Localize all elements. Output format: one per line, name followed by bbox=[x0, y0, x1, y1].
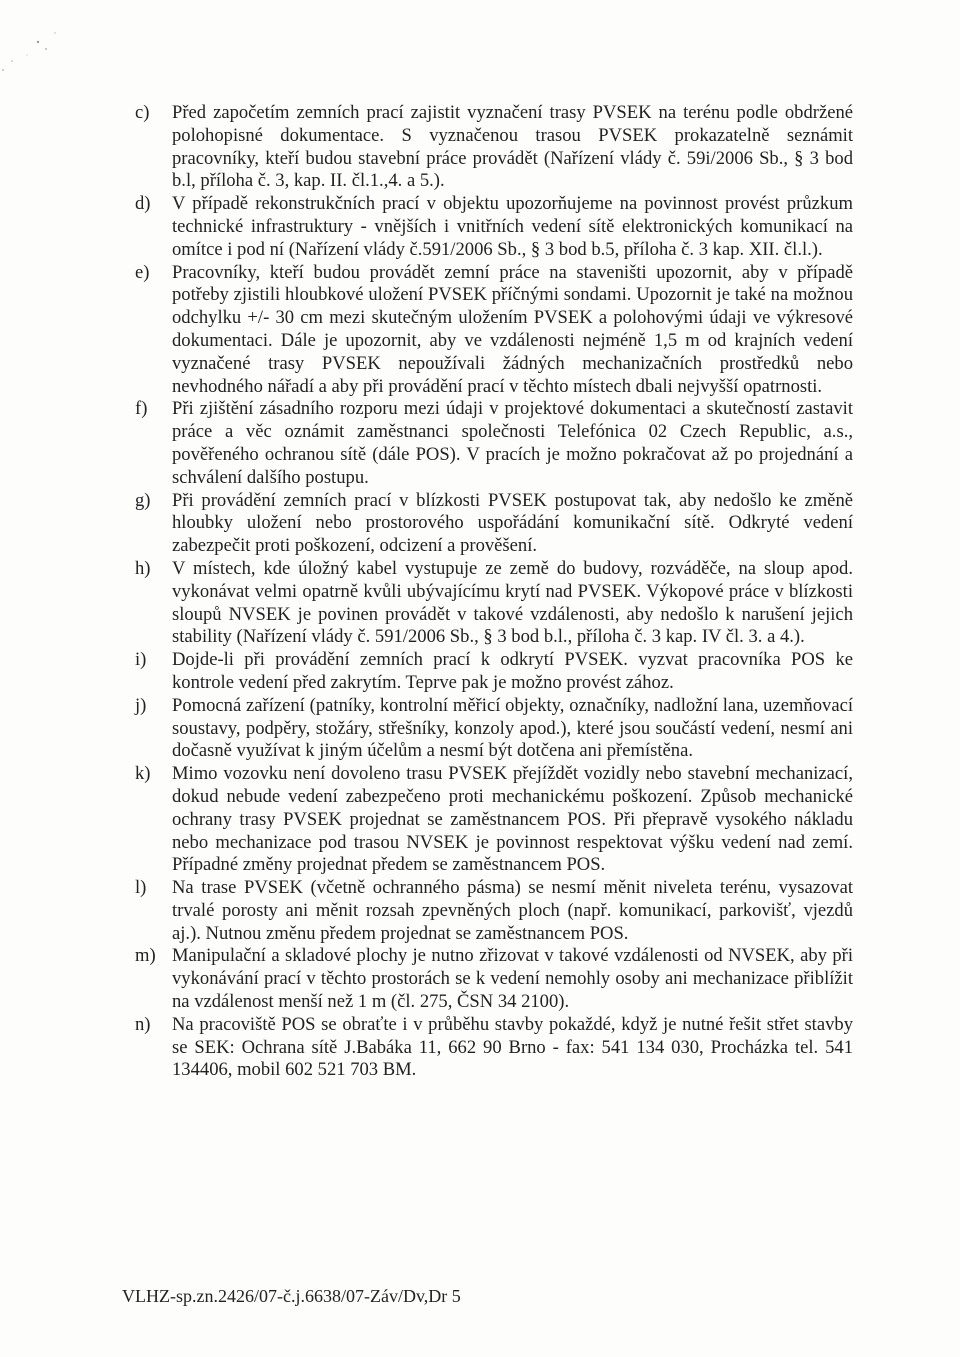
list-item-d bbox=[135, 193, 853, 261]
item-text: Pracovníky, kteří budou provádět zemní práce na staveništi upozornit, aby v případě potřeby zjistili hloubkové uložení PVSEK příčnými sondami. Upozornit je také na možnou odchylku +/- 30 cm mezi skutečným uložením PVSEK a polohovými údaji ve výkresové dokumentaci. Dále je upozornit, aby ve vzdálenosti nejméně 1,5 m od krajních vedení vyznačené trasy PVSEK nepoužívali žádných mechanizačních prostředků nebo nevhodného nářadí a aby při provádění prací v těchto místech dbali nejvyšší opatrnosti. bbox=[172, 261, 853, 397]
list-item-m bbox=[135, 945, 853, 1013]
list-item-f bbox=[135, 398, 853, 489]
item-text: Při zjištění zásadního rozporu mezi údaji v projektové dokumentaci a skutečností zastavit práce a věc oznámit zaměstnanci společnosti Telefónica 02 Czech Republic, a.s., pověřeného ochranou sítě (dále POS). V pracích je možno pokračovat až po projednání a schválení dalšího postupu. bbox=[172, 398, 853, 488]
list-item-h bbox=[135, 558, 853, 649]
item-marker: c) bbox=[135, 102, 150, 123]
item-marker: d) bbox=[135, 193, 151, 215]
document-reference: VLHZ-sp.zn.2426/07-č.j.6638/07-Záv/Dv,Dr bbox=[122, 1286, 448, 1306]
list-item-j bbox=[135, 695, 853, 763]
list-item-k bbox=[135, 763, 853, 877]
item-marker: j) bbox=[135, 694, 147, 716]
page-number: 5 bbox=[451, 1286, 461, 1306]
list-item-l bbox=[135, 877, 853, 945]
item-marker: f) bbox=[135, 398, 148, 420]
item-text: Mimo vozovku není dovoleno trasu PVSEK přejíždět vozidly nebo stavební mechanizací, dokud nebude vedení zabezpečeno proti mechanickému poškození. Způsob mechanické ochrany trasy PVSEK projednat se zaměstnancem POS. Při přepravě vysokého nákladu nebo mechanizace pod trasou NVSEK je povinnost respektovat výšku vedení nad zemí. Případné změny projednat předem se zaměstnancem POS. bbox=[172, 763, 853, 876]
item-marker: h) bbox=[135, 557, 151, 579]
item-marker: k) bbox=[135, 763, 151, 785]
item-text: Na trase PVSEK (včetně ochranného pásma) se nesmí měnit niveleta terénu, vysazovat trvalé porosty ani měnit rozsah zpevněných ploch (např. komunikací, parkovišť, vjezdů aj.). Nutnou změnu předem projednat se zaměstnancem POS. bbox=[172, 877, 853, 944]
item-marker: g) bbox=[135, 489, 151, 511]
item-text: Před započetím zemních prací zajistit vyznačení trasy PVSEK na terénu podle obdržené polohopisné dokumentace. S vyznačenou trasou PVSEK prokazatelně seznámit pracovníky, kteří budou stavební práce provádět (Nařízení vlády č. 59i/2006 Sb., § 3 bod b.l, příloha č. 3, kap. II. čl.1.,4. a 5.). bbox=[172, 102, 853, 192]
list-item-g bbox=[135, 490, 853, 558]
item-text: Při provádění zemních prací v blízkosti PVSEK postupovat tak, aby nedošlo ke změně hloubky uložení nebo prostorového uspořádání komunikační sítě. Odkryté vedení zabezpečit proti poškození, odcizení a prověšení. bbox=[172, 489, 853, 557]
list-item-c bbox=[135, 102, 853, 193]
item-text: V případě rekonstrukčních prací v objektu upozorňujeme na povinnost provést průzkum technické infrastruktury - vnějších i vnitřních vedení sítě elektronických komunikací na omítce i pod ní (Nařízení vlády č.591/2006 Sb., § 3 bod b.5, příloha č. 3 kap. XII. čl.l.). bbox=[172, 193, 853, 260]
item-marker: n) bbox=[135, 1013, 151, 1035]
item-marker: m) bbox=[135, 945, 156, 967]
item-text: Pomocná zařízení (patníky, kontrolní měřicí objekty, označníky, nadložní lana, uzemňovací soustavy, podpěry, stožáry, střešníky, konzoly apod.), které jsou součástí vedení, nesmí ani dočasně využívat k jiným účelům a nesmí být dotčena ani přemístěna. bbox=[172, 694, 853, 762]
conditions-list bbox=[135, 102, 853, 1082]
item-marker: i) bbox=[135, 649, 147, 671]
item-text: V místech, kde úložný kabel vystupuje ze země do budovy, rozváděče, na sloup apod. vykonávat velmi opatrně kvůli ubývajícímu krytí nad PVSEK. Výkopové práce v blízkosti sloupů NVSEK je povinen provádět v takové vzdálenosti, aby nedošlo k narušení jejich stability (Nařízení vlády č. 591/2006 Sb., § 3 bod b.l., příloha č. 3 kap. IV čl. 3. a 4.). bbox=[172, 557, 853, 648]
page-footer bbox=[122, 1286, 461, 1307]
item-text: Manipulační a skladové plochy je nutno zřizovat v takové vzdálenosti od NVSEK, aby při vykonávání prací v těchto prostorách se k vedení nemohly osoby ani mechanizace přiblížit na vzdálenost menší než 1 m (čl. 275, ČSN 34 2100). bbox=[172, 945, 853, 1013]
item-marker: e) bbox=[135, 261, 150, 283]
item-marker: l) bbox=[135, 877, 147, 899]
list-item-i bbox=[135, 649, 853, 695]
item-text: Na pracoviště POS se obraťte i v průběhu stavby pokaždé, když je nutné řešit střet stavby se SEK: Ochrana sítě J.Babáka 11, 662 90 Brno - fax: 541 134 030, Procházka tel. 541 134406, mobil 602 521 703 BM. bbox=[172, 1013, 853, 1081]
list-item-n bbox=[135, 1014, 853, 1082]
item-text: Dojde-li při provádění zemních prací k odkrytí PVSEK. vyzvat pracovníka POS ke kontrole vedení před zakrytím. Teprve pak je možno provést zához. bbox=[172, 649, 853, 693]
list-item-e bbox=[135, 262, 853, 399]
